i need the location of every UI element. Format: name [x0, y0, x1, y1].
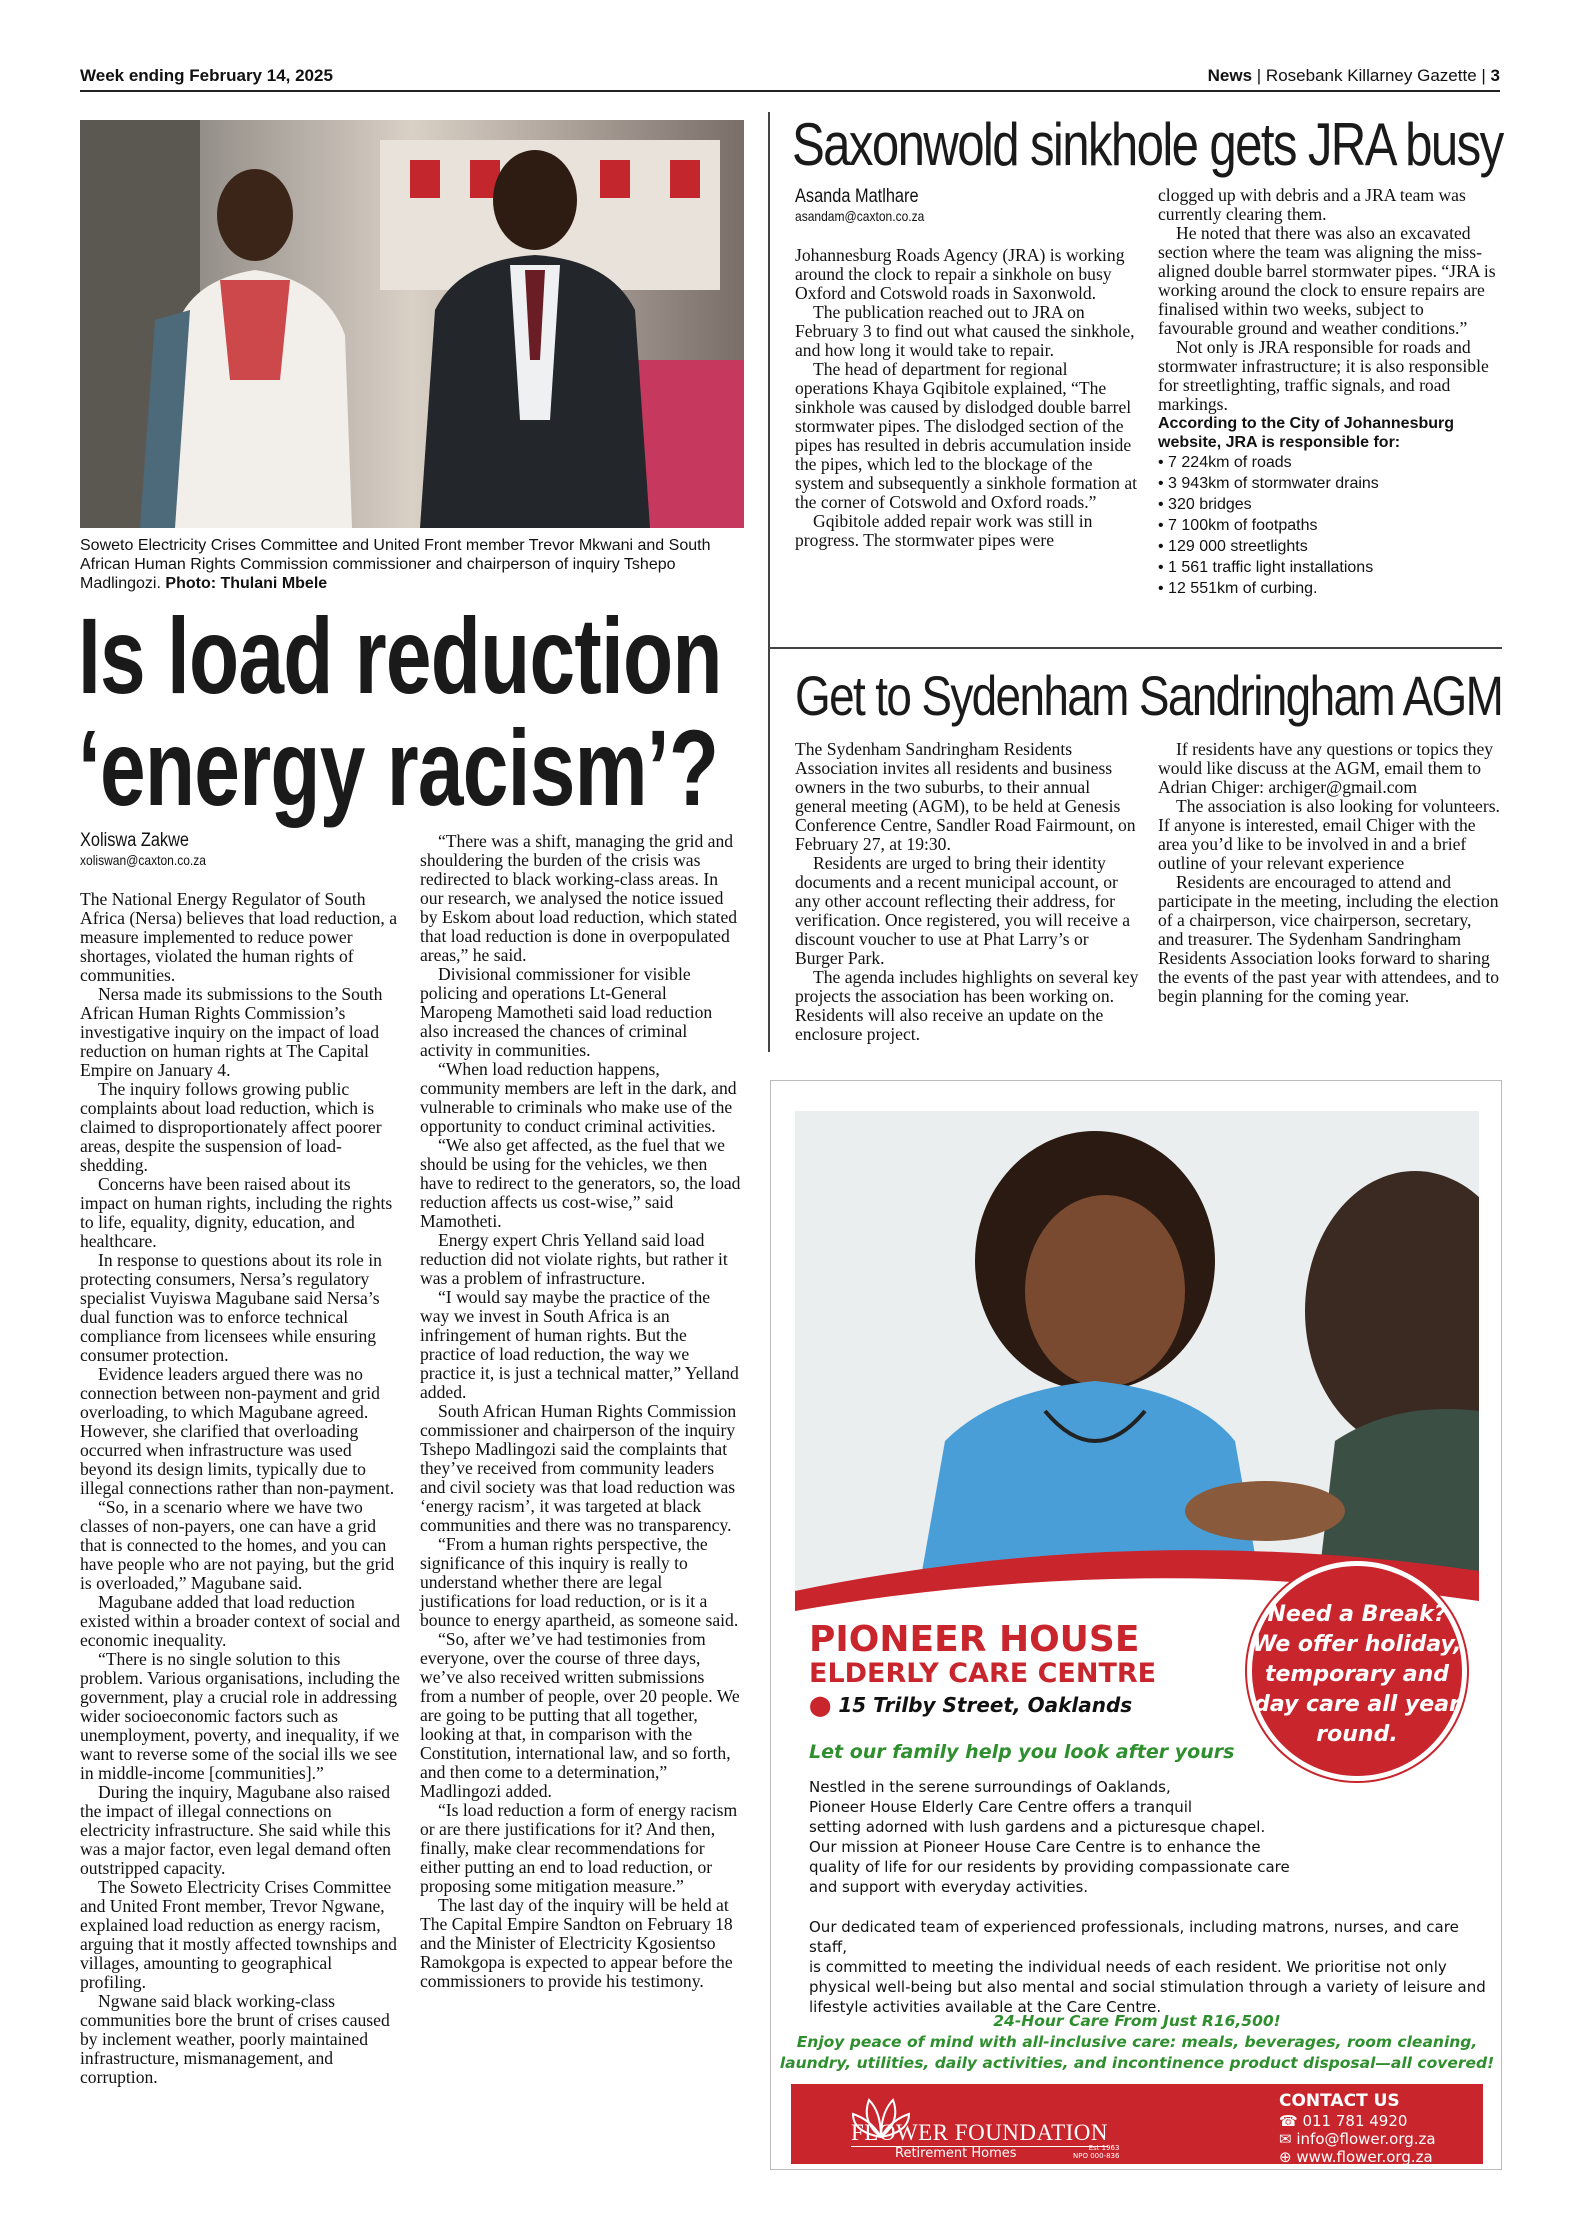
jra-byline	[795, 186, 1135, 234]
main-headline-line2: ‘energy racism’?	[78, 707, 719, 828]
paragraph: Energy expert Chris Yelland said load reduction did not violate rights, but rather it was a problem of infrastructure.	[420, 1230, 728, 1288]
main-headline	[78, 595, 722, 828]
badge-line: round.	[1316, 1722, 1398, 1747]
ad-body-1	[809, 1777, 1290, 1897]
jra-headline: Saxonwold sinkhole gets JRA busy	[792, 111, 1503, 178]
ad-promo	[771, 2011, 1503, 2074]
list-item: • 1 561 traffic light installations	[1158, 557, 1500, 578]
jra-col1	[795, 246, 1140, 550]
fact-box-heading: According to the City of Johannesburg website, JRA is responsible for:	[1158, 415, 1455, 451]
ad-line: and support with everyday activities.	[809, 1878, 1089, 1896]
contact-email-text: info@flower.org.za	[1296, 2130, 1436, 2148]
fact-list	[1158, 452, 1500, 599]
list-item: • 7 100km of footpaths	[1158, 515, 1500, 536]
ad-line: quality of life for our residents by providing compassionate care	[809, 1858, 1290, 1876]
jra-col2	[1158, 186, 1500, 599]
main-story-col2	[420, 832, 742, 1991]
contact-phone[interactable]	[1279, 2112, 1436, 2130]
paragraph: The publication reached out to JRA on February 3 to find out what caused the sinkhole, and how long it would take to repair.	[795, 302, 1135, 360]
ad-line: setting adorned with lush gardens and a picturesque chapel.	[809, 1818, 1266, 1836]
ad-line: Pioneer House Elderly Care Centre offers a tranquil	[809, 1798, 1193, 1816]
main-story-col1	[80, 890, 400, 2087]
agm-headline: Get to Sydenham Sandringham AGM	[795, 664, 1503, 727]
paragraph: The Sydenham Sandringham Residents Association invites all residents and business owners in the two suburbs, to their annual general meeting (AGM), to be held at Genesis Conference Centre, Sandler Road Fairmount, on February 27, at 19:30.	[795, 739, 1136, 854]
paragraph: If residents have any questions or topics they would like discuss at the AGM, email them to Adrian Chiger: archiger@gmail.com	[1158, 739, 1494, 797]
byline-author: Xoliswa Zakwe	[80, 830, 189, 851]
page-header	[80, 62, 1500, 92]
paragraph: Ngwane said black working-class communities bore the brunt of crises caused by inclement weather, poorly maintained infrastructure, mismanagement, and corruption.	[80, 1991, 390, 2087]
paragraph: South African Human Rights Commission commissioner and chairperson of the inquiry Tshepo Madlingozi said the complaints that they’ve received from community leaders and civil society was that load reduction was ‘energy racism’, it was targeted at black communities and there was no transparency.	[420, 1401, 737, 1535]
main-byline	[80, 830, 400, 878]
contact-block	[1279, 2090, 1436, 2166]
ad-line: physical well-being but also mental and social stimulation through a variety of leisure and	[809, 1978, 1486, 1996]
section-label: News | Rosebank Killarney Gazette | 3	[1207, 66, 1500, 85]
list-item: • 129 000 streetlights	[1158, 536, 1500, 557]
ad-address	[809, 1691, 1156, 1719]
paper-name: Rosebank Killarney Gazette	[1265, 66, 1477, 85]
phone-icon: ☎	[1279, 2112, 1298, 2130]
paragraph: Johannesburg Roads Agency (JRA) is working around the clock to repair a sinkhole on busy Oxford and Cotswold roads in Saxonwold.	[795, 245, 1125, 303]
logo-sub: Retirement Homes	[895, 2146, 1017, 2161]
paragraph: Concerns have been raised about its impact on human rights, including the rights to life, equality, dignity, education, and healthcare.	[80, 1174, 393, 1251]
ad-tagline: Let our family help you look after yours	[809, 1741, 1235, 1763]
ad-title-block	[809, 1621, 1156, 1719]
paragraph: Gqibitole added repair work was still in progress. The stormwater pipes were	[795, 511, 1093, 550]
paragraph: Nersa made its submissions to the South African Human Rights Commission’s investigative inquiry on the impact of load reduction on human rights at The Capital Empire on January 4.	[80, 984, 383, 1080]
byline-author: Asanda Matlhare	[795, 186, 919, 207]
paragraph: The agenda includes highlights on several key projects the association has been working on. Residents will also receive an update on the enclosure project.	[795, 967, 1139, 1044]
paragraph: Residents are urged to bring their identity documents and a recent municipal account, or any other account reflecting their address, for verification. Once registered, you will receive a discount voucher to use at Phat Larry’s or Burger Park.	[795, 853, 1131, 968]
badge-line: temporary and	[1264, 1662, 1450, 1687]
ad-line: lifestyle activities available at the Care Centre.	[809, 1998, 1162, 2016]
envelope-icon: ✉	[1279, 2130, 1292, 2148]
paragraph: “I would say maybe the practice of the way we invest in South Africa is an infringement of human rights. But the practice of load reduction, the way we practice it, is just a technical matter,” Yelland added.	[420, 1287, 739, 1402]
paragraph: In response to questions about its role in protecting consumers, Nersa’s regulatory specialist Vuyiswa Magubane said Nersa’s dual function was to enforce technical compliance from licensees while ensuring consumer protection.	[80, 1250, 382, 1365]
contact-email[interactable]	[1279, 2130, 1436, 2148]
contact-title: CONTACT US	[1279, 2091, 1400, 2111]
paragraph: Not only is JRA responsible for roads and stormwater infrastructure; it is also responsible for streetlighting, traffic signals, and road markings.	[1158, 337, 1489, 414]
paragraph: The association is also looking for volunteers. If anyone is interested, email Chiger with the area you’d like to be involved in and a brief outline of your relevant experience	[1158, 796, 1500, 873]
ad-line: Our dedicated team of experienced professionals, including matrons, nurses, and care staff,	[809, 1918, 1459, 1956]
paragraph: “Is load reduction a form of energy racism or are there justifications for it? And then, finally, make clear recommendations for either putting an end to load reduction, or proposing some mitigation measure.”	[420, 1800, 738, 1896]
paragraph: The inquiry follows growing public complaints about load reduction, which is claimed to disproportionately affect poorer areas, despite the suspension of load-shedding.	[80, 1079, 382, 1175]
paragraph: The last day of the inquiry will be held at The Capital Empire Sandton on February 18 and the Minister of Electricity Kgosientso Ramokgopa is expected to appear before the commissioners to provide his testimony.	[420, 1895, 733, 1991]
agm-col1	[795, 740, 1140, 1044]
badge-line: day care all year	[1254, 1692, 1460, 1717]
badge-line: Need a Break?	[1267, 1602, 1447, 1627]
issue-date: Week ending February 14, 2025	[80, 66, 333, 85]
ad-promo-line: laundry, utilities, daily activities, and incontinence product disposal—all covered!	[779, 2054, 1495, 2072]
byline-email: xoliswan@caxton.co.za	[80, 852, 207, 868]
list-item: • 320 bridges	[1158, 494, 1500, 515]
paragraph: “From a human rights perspective, the significance of this inquiry is really to understand whether there are legal justifications for load reduction, or is it a bounce to energy apartheid, as someone said.	[420, 1534, 739, 1630]
globe-icon: ⊕	[1279, 2148, 1292, 2166]
photo-caption	[80, 536, 730, 593]
paragraph: Evidence leaders argued there was no connection between non-payment and grid overloading, to which Magubane agreed. However, she clarified that overloading occurred when infrastructure was used beyond its design limits, typically due to illegal connections rather than non-payment.	[80, 1364, 395, 1498]
ad-line: is committed to meeting the individual needs of each resident. We prioritise not only	[809, 1958, 1447, 1976]
section-divider	[768, 647, 1502, 649]
paragraph: “So, in a scenario where we have two classes of non-payers, one can have a grid that is connected to the homes, and you can have people who are not paying, but the grid is overloaded,” Magubane said.	[80, 1497, 395, 1593]
ad-address-text: 15 Trilby Street, Oaklands	[838, 1693, 1133, 1717]
column-divider	[768, 112, 770, 1052]
ad-body-2	[809, 1917, 1501, 2017]
paragraph: Magubane added that load reduction existed within a broader context of social and economic inequality.	[80, 1592, 401, 1650]
photo-credit: Photo: Thulani Mbele	[165, 575, 328, 592]
logo-est	[1073, 2144, 1119, 2160]
agm-col2	[1158, 740, 1500, 1006]
paragraph: During the inquiry, Magubane also raised the impact of illegal connections on electricity infrastructure. She said while this was a major factor, even legal demand often outstripped capacity.	[80, 1782, 391, 1878]
paragraph: The head of department for regional operations Khaya Gqibitole explained, “The sinkhole was caused by dislodged double barrel stormwater pipes. The dislodged section of the pipes has resulted in debris accumulation inside the pipes, which led to the blockage of the system and subsequently a sinkhole formation at the corner of Cotswold and Oxford roads.”	[795, 359, 1138, 512]
logo-npo: NPO 000-836	[1073, 2152, 1120, 2160]
ad-subtitle: ELDERLY CARE CENTRE	[809, 1658, 1157, 1689]
ad-line: Nestled in the serene surroundings of Oaklands,	[809, 1778, 1171, 1796]
paragraph: “There is no single solution to this problem. Various organisations, including the government, play a crucial role in addressing wider socioeconomic factors such as unemployment, poverty, and inequality, if we want to reverse some of the social ills we see in middle-income [communities].”	[80, 1649, 400, 1783]
contact-phone-text: 011 781 4920	[1302, 2112, 1408, 2130]
paragraph: “So, after we’ve had testimonies from everyone, over the course of three days, we’ve also received written submissions from a number of people, over 20 people. We are going to be putting that all together, looking at that, in comparison with the Constitution, international law, and so forth, and then come to a determination,” Madlingozi added.	[420, 1629, 740, 1801]
page-number: 3	[1490, 66, 1500, 85]
logo-est-year: Est 1963	[1088, 2144, 1120, 2152]
caption-text: Soweto Electricity Crises Committee and United Front member Trevor Mkwani and South African Human Rights Commission commissioner and chairperson of inquiry Tshepo Madlingozi.	[80, 537, 711, 592]
ad-offer-badge	[1247, 1561, 1467, 1781]
flower-foundation-logo	[815, 2086, 1155, 2162]
main-headline-line1: Is load reduction	[78, 595, 722, 716]
paragraph: clogged up with debris and a JRA team was currently clearing them.	[1158, 185, 1466, 224]
byline-email: asandam@caxton.co.za	[795, 208, 925, 224]
ad-title: PIONEER HOUSE	[809, 1619, 1140, 1660]
list-item: • 3 943km of stormwater drains	[1158, 473, 1500, 494]
paragraph: Divisional commissioner for visible policing and operations Lt-General Maropeng Mamotheti said load reduction also increased the chances of criminal activity in communities.	[420, 964, 713, 1060]
news-photo	[80, 120, 744, 528]
ad-price: 24-Hour Care From Just R16,500!	[993, 2012, 1281, 2030]
paragraph: “When load reduction happens, community members are left in the dark, and vulnerable to criminals who make use of the opportunity to conduct criminal activities.	[420, 1059, 737, 1136]
paragraph: He noted that there was also an excavated section where the team was aligning the miss-aligned double barrel stormwater pipes. “JRA is working around the clock to ensure repairs are finalised within two weeks, subject to favourable ground and weather conditions.”	[1158, 223, 1496, 338]
location-pin-icon: ⬤	[809, 1693, 832, 1717]
section-name: News	[1207, 66, 1253, 85]
paragraph: Residents are encouraged to attend and participate in the meeting, including the election of a chairperson, vice chairperson, secretary, and treasurer. The Sydenham Sandringham Residents Association looks forward to sharing the events of the past year with attendees, and to begin planning for the coming year.	[1158, 872, 1500, 1006]
contact-web[interactable]	[1279, 2148, 1436, 2166]
ad-line: Our mission at Pioneer House Care Centre is to enhance the	[809, 1838, 1261, 1856]
list-item: • 12 551km of curbing.	[1158, 578, 1500, 599]
badge-line: We offer holiday,	[1252, 1632, 1462, 1657]
paragraph: “We also get affected, as the fuel that we should be using for the vehicles, we then have to redirect to the generators, so, the load reduction affects us cost-wise,” said Mamotheti.	[420, 1135, 741, 1231]
ad-footer	[791, 2084, 1483, 2164]
contact-web-text: www.flower.org.za	[1296, 2148, 1433, 2166]
ad-promo-line: Enjoy peace of mind with all-inclusive care: meals, beverages, room cleaning,	[796, 2033, 1478, 2051]
list-item: • 7 224km of roads	[1158, 452, 1500, 473]
paragraph: The National Energy Regulator of South Africa (Nersa) believes that load reduction, a measure implemented to reduce power shortages, violated the human rights of communities.	[80, 889, 398, 985]
pioneer-house-ad	[770, 1080, 1502, 2170]
paragraph: “There was a shift, managing the grid and shouldering the burden of the crisis was redirected to black working-class areas. In our research, we analysed the notice issued by Eskom about load reduction, which stated that load reduction is done in overpopulated areas,” he said.	[420, 831, 738, 965]
logo-name: FLOWER FOUNDATION	[851, 2120, 1109, 2145]
paragraph: The Soweto Electricity Crises Committee and United Front member, Trevor Ngwane, explained load reduction as energy racism, arguing that it mostly affected townships and villages, amounting to geographical profiling.	[80, 1877, 397, 1992]
